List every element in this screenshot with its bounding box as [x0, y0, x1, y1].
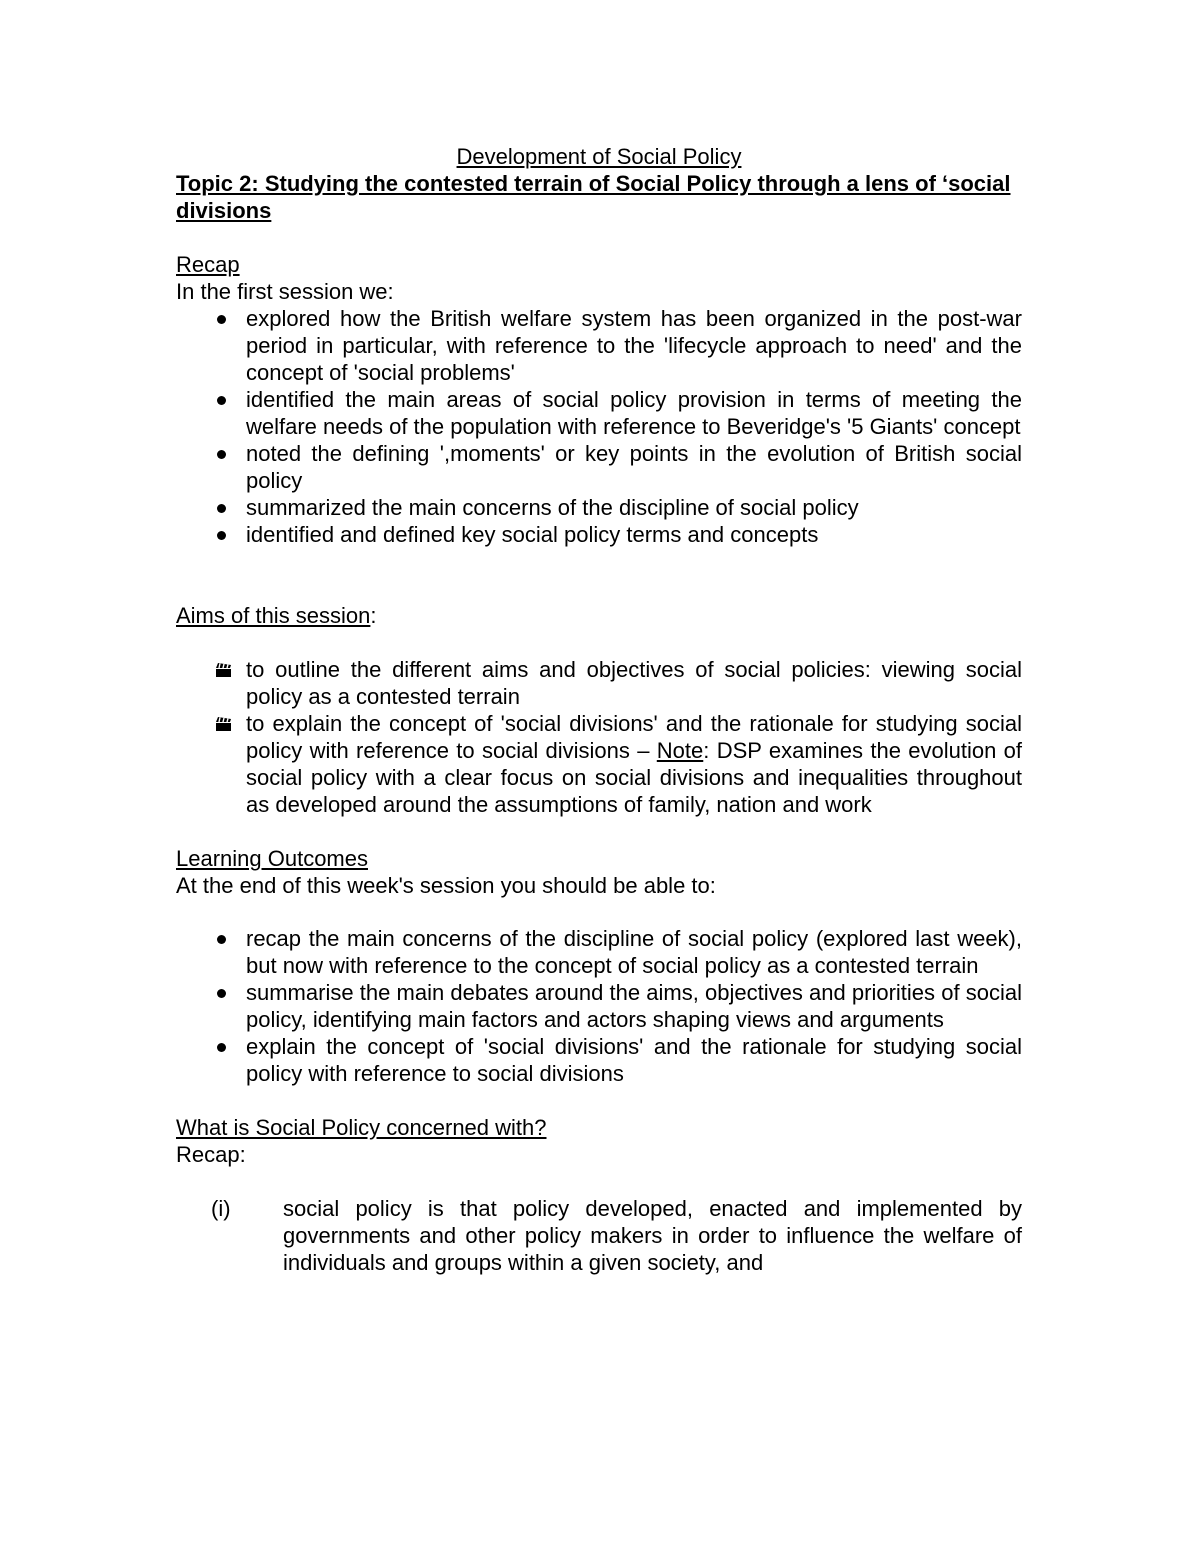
aims-heading-suffix: : — [370, 603, 377, 628]
concerns-list — [176, 1195, 1022, 1276]
list-item — [176, 925, 1022, 979]
list-item-text: social policy is that policy developed, enacted and implemented by governments and other policy makers in order to influence the welfare of individuals and groups within a given society, and — [283, 1196, 1022, 1275]
list-item — [176, 494, 1022, 521]
recap-intro: In the first session we: — [176, 279, 394, 304]
bullet-icon — [217, 396, 226, 405]
list-item-text: explain the concept of 'social divisions' and the rationale for studying social policy with reference to social divisions — [246, 1034, 1022, 1086]
learning-outcomes-intro: At the end of this week's session you should be able to: — [176, 873, 716, 898]
list-item-text: recap the main concerns of the discipline of social policy (explored last week), but now with reference to the concept of social policy as a contested terrain — [246, 926, 1022, 978]
recap-list — [176, 305, 1022, 548]
bullet-icon — [217, 315, 226, 324]
bullet-icon — [217, 1043, 226, 1052]
list-item — [176, 710, 1022, 818]
note-label: Note — [656, 738, 704, 763]
recap-heading: Recap — [176, 252, 240, 277]
list-item-text: to outline the different aims and objectives of social policies: viewing social policy as a contested terrain — [246, 657, 1022, 709]
list-item-text: summarized the main concerns of the discipline of social policy — [246, 495, 859, 520]
list-item-text: noted the defining ',moments' or key points in the evolution of British social policy — [246, 441, 1022, 493]
list-item-text: identified the main areas of social policy provision in terms of meeting the welfare needs of the population with reference to Beveridge's '5 Giants' concept — [246, 387, 1022, 439]
list-item — [176, 521, 1022, 548]
bullet-icon — [217, 531, 226, 540]
document-title: Development of Social Policy — [456, 144, 742, 169]
list-item — [176, 656, 1022, 710]
list-item-text: to explain the concept of 'social divisions' and the rationale for studying social policy with reference to social divisions – — [246, 711, 1022, 763]
concerns-heading: What is Social Policy concerned with? — [176, 1115, 547, 1140]
bullet-icon — [217, 989, 226, 998]
list-item-text: identified and defined key social policy terms and concepts — [246, 522, 819, 547]
list-item — [176, 305, 1022, 386]
list-marker: (i) — [211, 1196, 231, 1221]
bullet-icon — [217, 504, 226, 513]
aims-list — [176, 656, 1022, 818]
list-item — [176, 1195, 1022, 1276]
document-page — [176, 143, 1022, 1276]
list-item — [176, 386, 1022, 440]
concerns-intro: Recap: — [176, 1142, 246, 1167]
list-item — [176, 979, 1022, 1033]
topic-heading: Topic 2: Studying the contested terrain of Social Policy through a lens of ‘social divisions — [176, 171, 1011, 223]
list-item-text: summarise the main debates around the aims, objectives and priorities of social policy, identifying main factors and actors shaping views and arguments — [246, 980, 1022, 1032]
list-item-text: explored how the British welfare system has been organized in the post-war period in particular, with reference to the 'lifecycle approach to need' and the concept of 'social problems' — [246, 306, 1022, 385]
bullet-icon — [217, 450, 226, 459]
clapperboard-icon — [215, 716, 233, 732]
list-item-text: : DSP examines the evolution of social policy with a clear focus on social divisions and inequalities throughout as developed around the assumptions of family, nation and work — [246, 738, 1022, 817]
list-item — [176, 1033, 1022, 1087]
learning-outcomes-list — [176, 925, 1022, 1087]
learning-outcomes-heading: Learning Outcomes — [176, 846, 368, 871]
clapperboard-icon — [215, 662, 233, 678]
aims-heading: Aims of this session — [176, 603, 371, 628]
bullet-icon — [217, 935, 226, 944]
list-item — [176, 440, 1022, 494]
